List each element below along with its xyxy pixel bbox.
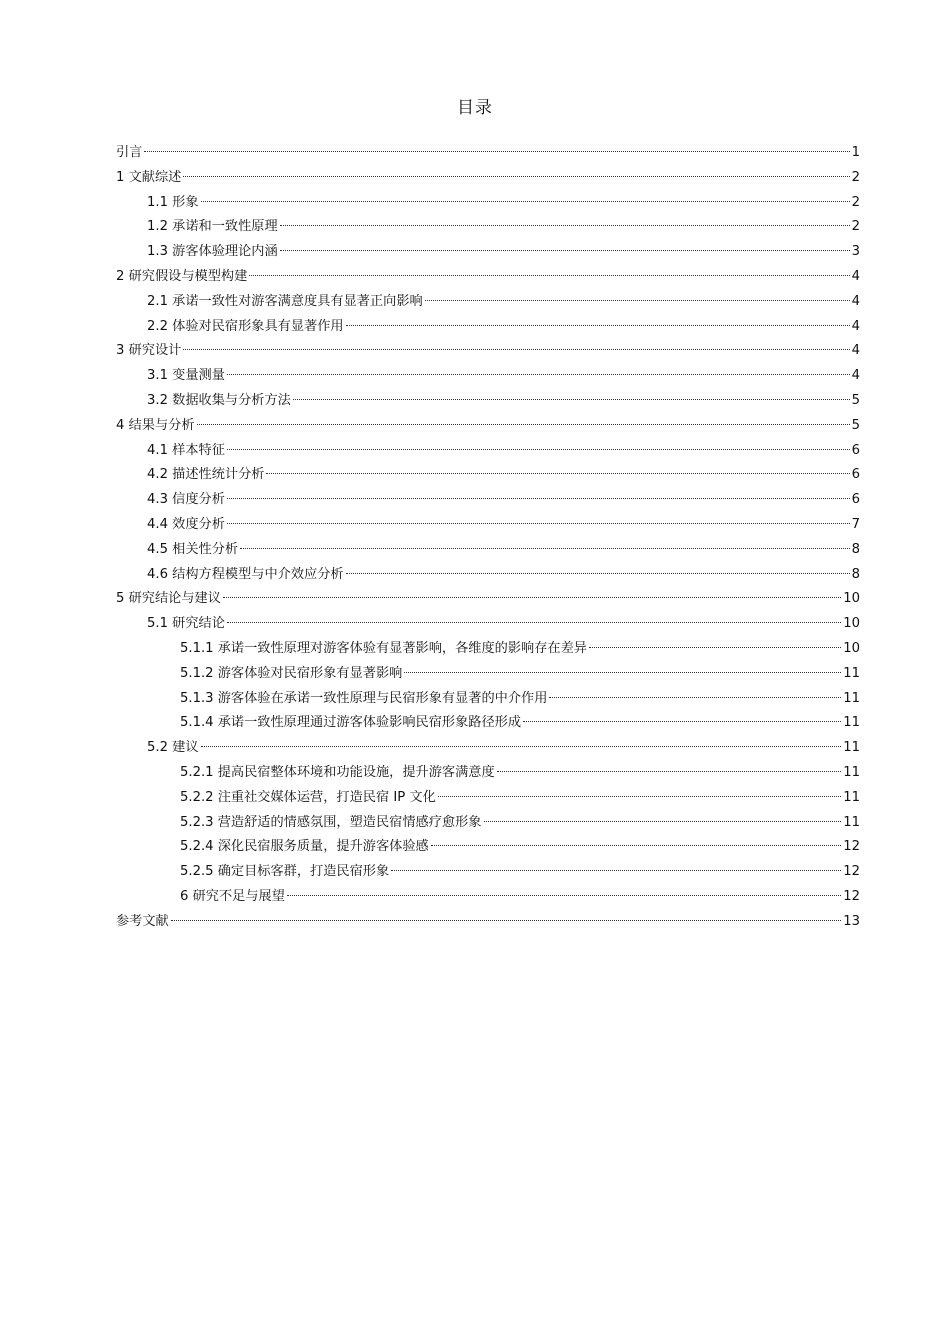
toc-entry-page-number: 11 (843, 789, 860, 805)
toc-dot-leader (346, 325, 850, 326)
toc-entry-label: 6 研究不足与展望 (180, 888, 285, 904)
toc-entry-page-number: 6 (851, 442, 860, 458)
toc-dot-leader (227, 523, 850, 524)
toc-dot-leader (183, 349, 849, 350)
toc-entry-page-number: 11 (843, 764, 860, 780)
toc-entry-label: 2 研究假设与模型构建 (116, 268, 248, 284)
toc-dot-leader (391, 870, 841, 871)
toc-entry[interactable] (116, 637, 860, 662)
toc-entry-page-number: 5 (851, 417, 860, 433)
toc-entry[interactable] (116, 761, 860, 786)
toc-dot-leader (266, 473, 849, 474)
toc-entry-page-number: 11 (843, 690, 860, 706)
toc-entry[interactable] (116, 885, 860, 910)
toc-entry-page-number: 13 (843, 913, 860, 929)
toc-dot-leader (227, 374, 850, 375)
toc-dot-leader (227, 449, 850, 450)
toc-entry[interactable] (116, 439, 860, 464)
toc-entry-page-number: 8 (851, 541, 860, 557)
toc-entry[interactable] (116, 215, 860, 240)
toc-entry-page-number: 10 (843, 616, 860, 632)
toc-entry[interactable] (116, 513, 860, 538)
toc-entry-label: 5.1.3 游客体验在承诺一致性原理与民宿形象有显著的中介作用 (180, 690, 548, 706)
toc-dot-leader (497, 771, 842, 772)
toc-entry-page-number: 7 (851, 516, 860, 532)
toc-dot-leader (438, 796, 841, 797)
toc-dot-leader (287, 895, 841, 896)
toc-entry-page-number: 2 (851, 194, 860, 210)
toc-entry[interactable] (116, 290, 860, 315)
toc-dot-leader (144, 151, 849, 152)
toc-entry-label: 参考文献 (116, 913, 169, 929)
toc-entry[interactable] (116, 711, 860, 736)
toc-dot-leader (280, 250, 850, 251)
toc-entry-label: 2.1 承诺一致性对游客满意度具有显著正向影响 (147, 293, 423, 309)
toc-dot-leader (523, 721, 841, 722)
toc-entry-page-number: 10 (843, 640, 860, 656)
toc-entry-page-number: 4 (851, 368, 860, 384)
toc-entry-label: 4.3 信度分析 (147, 492, 225, 508)
toc-entry[interactable] (116, 687, 860, 712)
toc-entry[interactable] (116, 587, 860, 612)
toc-dot-leader (346, 573, 850, 574)
toc-entry-page-number: 4 (851, 268, 860, 284)
toc-dot-leader (183, 176, 849, 177)
toc-entry-page-number: 11 (843, 740, 860, 756)
toc-entry-label: 5.1.4 承诺一致性原理通过游客体验影响民宿形象路径形成 (180, 715, 522, 731)
toc-entry[interactable] (116, 811, 860, 836)
toc-entry-page-number: 11 (843, 715, 860, 731)
toc-entry[interactable] (116, 389, 860, 414)
toc-entry-page-number: 4 (851, 293, 860, 309)
toc-entry[interactable] (116, 860, 860, 885)
toc-dot-leader (280, 225, 850, 226)
toc-dot-leader (171, 920, 841, 921)
toc-entry-label: 4.1 样本特征 (147, 442, 225, 458)
toc-entry-label: 4.6 结构方程模型与中介效应分析 (147, 566, 344, 582)
toc-entry-page-number: 1 (851, 145, 860, 160)
toc-dot-leader (223, 597, 841, 598)
toc-entry-label: 5.2.2 注重社交媒体运营，打造民宿 IP 文化 (180, 789, 436, 805)
toc-dot-leader (404, 672, 841, 673)
toc-dot-leader (197, 424, 850, 425)
toc-dot-leader (549, 697, 841, 698)
toc-dot-leader (227, 498, 850, 499)
toc-entry-page-number: 2 (851, 219, 860, 235)
toc-entry-label: 1.1 形象 (147, 194, 199, 210)
toc-dot-leader (589, 647, 841, 648)
toc-entry[interactable] (116, 662, 860, 687)
toc-entry[interactable] (116, 488, 860, 513)
toc-entry-page-number: 11 (843, 665, 860, 681)
toc-entry[interactable] (116, 315, 860, 340)
toc-entry-label: 4.4 效度分析 (147, 516, 225, 532)
toc-entry-page-number: 6 (851, 492, 860, 508)
toc-entry-page-number: 12 (843, 888, 860, 904)
toc-entry-page-number: 10 (843, 591, 860, 607)
toc-entry-label: 3 研究设计 (116, 343, 182, 359)
toc-entry-label: 5.1.1 承诺一致性原理对游客体验有显著影响，各维度的影响存在差异 (180, 640, 587, 656)
toc-entry-page-number: 4 (851, 343, 860, 359)
toc-entry-label: 1.2 承诺和一致性原理 (147, 219, 278, 235)
toc-entry[interactable] (116, 563, 860, 588)
toc-entry-label: 3.1 变量测量 (147, 368, 225, 384)
toc-entry[interactable] (116, 339, 860, 364)
toc-dot-leader (240, 548, 850, 549)
toc-entry-label: 5.2.1 提高民宿整体环境和功能设施，提升游客满意度 (180, 764, 495, 780)
toc-entry-page-number: 11 (843, 814, 860, 830)
toc-dot-leader (227, 622, 841, 623)
toc-entry-label: 5.2.3 营造舒适的情感氛围，塑造民宿情感疗愈形象 (180, 814, 482, 830)
toc-entry[interactable] (116, 736, 860, 761)
toc-entry[interactable] (116, 835, 860, 860)
toc-dot-leader (484, 821, 842, 822)
toc-entry-label: 3.2 数据收集与分析方法 (147, 392, 291, 408)
toc-entry-label: 4.2 描述性统计分析 (147, 467, 265, 483)
page-title: 目录 (457, 98, 493, 118)
toc-entry[interactable] (116, 141, 860, 166)
toc-entry[interactable] (116, 364, 860, 389)
toc-entry[interactable] (116, 463, 860, 488)
toc-entry-page-number: 2 (851, 169, 860, 185)
toc-entry-label: 5.2 建议 (147, 740, 199, 756)
toc-entry[interactable] (116, 786, 860, 811)
toc-entry-page-number: 12 (843, 864, 860, 880)
toc-dot-leader (201, 201, 850, 202)
toc-entry[interactable] (116, 612, 860, 637)
toc-entry-label: 5.1.2 游客体验对民宿形象有显著影响 (180, 665, 403, 681)
toc-dot-leader (431, 845, 841, 846)
toc-entry[interactable] (116, 538, 860, 563)
toc-entry-label: 5 研究结论与建议 (116, 591, 221, 607)
toc-dot-leader (201, 746, 842, 747)
toc-entry-label: 4 结果与分析 (116, 417, 195, 433)
toc-entry[interactable] (116, 910, 860, 935)
toc-entry[interactable] (116, 265, 860, 290)
toc-entry[interactable] (116, 191, 860, 216)
toc-dot-leader (425, 300, 850, 301)
toc-entry-label: 5.2.5 确定目标客群，打造民宿形象 (180, 864, 390, 880)
toc-entry-label: 4.5 相关性分析 (147, 541, 239, 557)
toc-entry-label: 5.1 研究结论 (147, 616, 225, 632)
toc-dot-leader (293, 399, 850, 400)
toc-entry-label: 2.2 体验对民宿形象具有显著作用 (147, 318, 344, 334)
toc-entry-label: 1 文献综述 (116, 169, 182, 185)
toc-entry-label: 引言 (116, 145, 143, 160)
toc-entry-page-number: 6 (851, 467, 860, 483)
toc-entry-page-number: 12 (843, 839, 860, 855)
toc-entry-page-number: 3 (851, 244, 860, 260)
toc-entry-label: 5.2.4 深化民宿服务质量，提升游客体验感 (180, 839, 429, 855)
toc-entry-page-number: 4 (851, 318, 860, 334)
toc-dot-leader (249, 275, 849, 276)
toc-entry-label: 1.3 游客体验理论内涵 (147, 244, 278, 260)
toc-entry-page-number: 8 (851, 566, 860, 582)
toc-entry[interactable] (116, 166, 860, 191)
table-of-contents (116, 141, 860, 935)
toc-entry[interactable] (116, 414, 860, 439)
toc-entry-page-number: 5 (851, 392, 860, 408)
toc-entry[interactable] (116, 240, 860, 265)
